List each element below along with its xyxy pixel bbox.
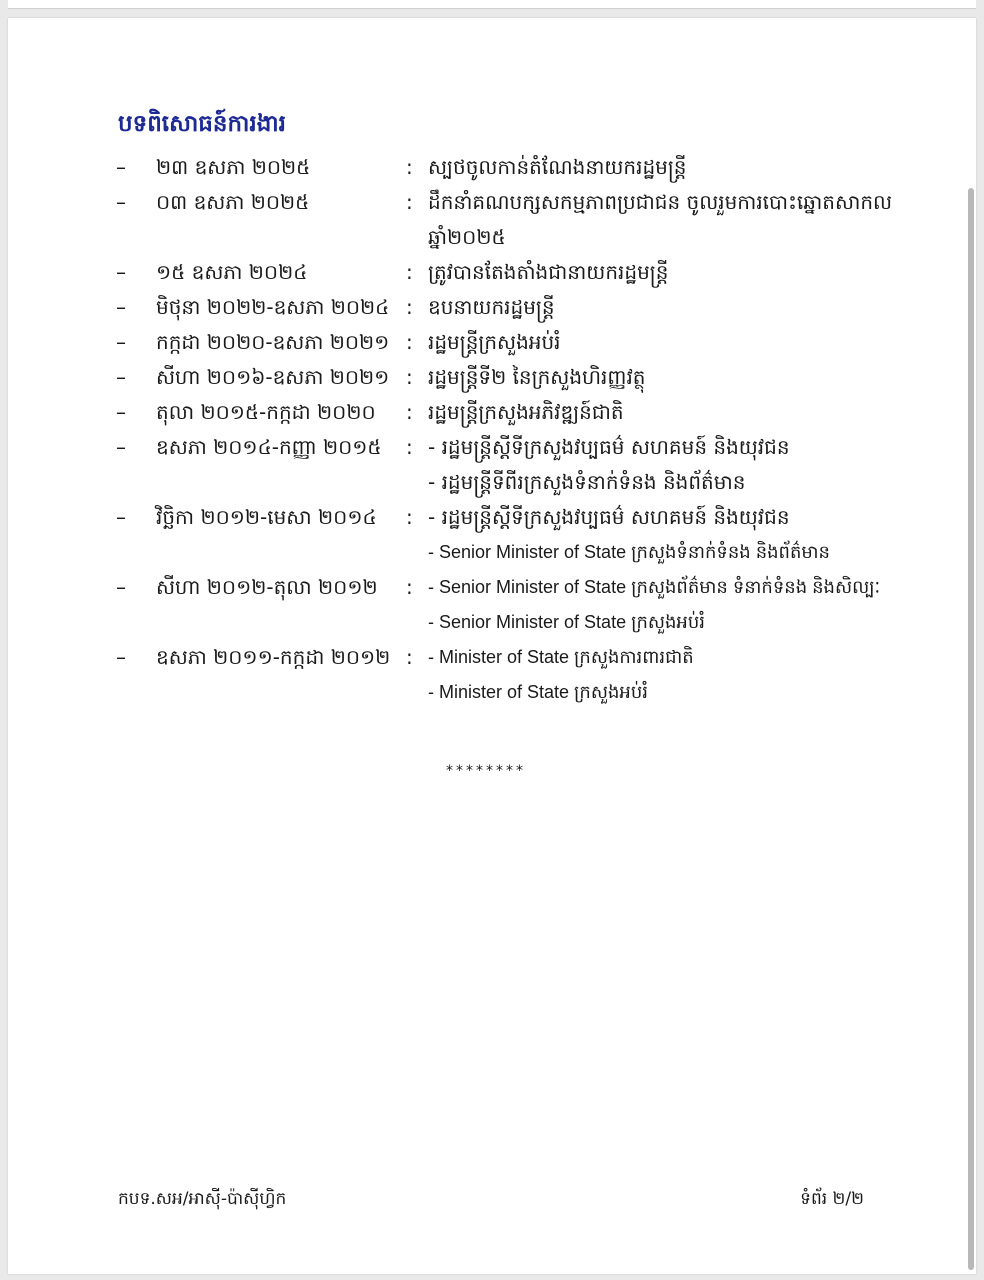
- experience-entry: [116, 185, 916, 255]
- bullet-dash: –: [116, 645, 126, 669]
- entry-date: ១៥ ឧសភា ២០២៤: [156, 260, 308, 284]
- entry-colon: :: [406, 260, 413, 284]
- bullet-dash: –: [116, 330, 126, 354]
- entry-text: - រដ្ឋមន្ត្រីស្តីទីក្រសួងវប្បធម៌ សហគមន៍ និងយុវជន: [428, 505, 790, 529]
- entry-text: - Minister of State ក្រសួងអប់រំ: [428, 682, 648, 702]
- experience-entry: [116, 325, 916, 360]
- entry-date: តុលា ២០១៥-កក្កដា ២០២០: [156, 400, 376, 424]
- separator-stars: ********: [446, 763, 526, 779]
- bullet-dash: –: [116, 365, 126, 389]
- entry-colon: :: [406, 295, 413, 319]
- experience-entry: [116, 570, 916, 640]
- entry-text: - រដ្ឋមន្ត្រីទីពីរក្រសួងទំនាក់ទំនង និងព័ត៌មាន: [428, 470, 746, 494]
- entry-text: - Senior Minister of State ក្រសួងទំនាក់ទំនង និងព័ត៌មាន: [428, 542, 830, 562]
- entry-line: [116, 360, 916, 395]
- entry-line: [116, 395, 916, 430]
- bullet-dash: –: [116, 435, 126, 459]
- entry-line: [116, 290, 916, 325]
- entry-colon: :: [406, 190, 413, 214]
- entry-colon: :: [406, 330, 413, 354]
- entry-date: ២៣ ឧសភា ២០២៥: [156, 155, 311, 179]
- experience-list: [116, 150, 916, 710]
- experience-entry: [116, 500, 916, 570]
- bullet-dash: –: [116, 260, 126, 284]
- experience-entry: [116, 150, 916, 185]
- entry-text: ស្បថចូលកាន់តំណែងនាយករដ្ឋមន្ត្រី: [428, 155, 687, 179]
- entry-text: ឆ្នាំ២០២៥: [428, 225, 506, 249]
- entry-colon: :: [406, 575, 413, 599]
- previous-page-edge: [8, 0, 976, 9]
- entry-colon: :: [406, 435, 413, 459]
- entry-line: [116, 640, 916, 675]
- section-heading: បទពិសោធន៍ការងារ: [118, 110, 286, 137]
- footer-reference: កបទ.សអ/អាស៊ី-ប៉ាស៊ីហ្វិក: [118, 1189, 287, 1209]
- entry-text: ឧបនាយករដ្ឋមន្ត្រី: [428, 295, 555, 319]
- entry-line: [116, 325, 916, 360]
- entry-text: ត្រូវបានតែងតាំងជានាយករដ្ឋមន្ត្រី: [428, 260, 669, 284]
- entry-date: មិថុនា ២០២២-ឧសភា ២០២៤: [156, 295, 390, 319]
- entry-continuation-line: [116, 220, 916, 255]
- entry-date: កក្កដា ២០២០-ឧសភា ២០២១: [156, 330, 390, 354]
- experience-entry: [116, 640, 916, 710]
- entry-text: - Minister of State ក្រសួងការពារជាតិ: [428, 647, 694, 667]
- entry-date: ០៣ ឧសភា ២០២៥: [156, 190, 310, 214]
- bullet-dash: –: [116, 575, 126, 599]
- entry-date: សីហា ២០១២-តុលា ២០១២: [156, 575, 378, 599]
- entry-date: ឧសភា ២០១៤-កញ្ញា ២០១៥: [156, 435, 382, 459]
- entry-date: វិច្ឆិកា ២០១២-មេសា ២០១៤: [156, 505, 377, 529]
- entry-date: សីហា ២០១៦-ឧសភា ២០២១: [156, 365, 390, 389]
- entry-line: [116, 150, 916, 185]
- experience-entry: [116, 360, 916, 395]
- entry-colon: :: [406, 155, 413, 179]
- entry-line: [116, 255, 916, 290]
- bullet-dash: –: [116, 400, 126, 424]
- entry-continuation-line: [116, 465, 916, 500]
- experience-entry: [116, 430, 916, 500]
- entry-line: [116, 500, 916, 535]
- entry-text: រដ្ឋមន្ត្រីក្រសួងអប់រំ: [428, 330, 561, 354]
- bullet-dash: –: [116, 505, 126, 529]
- entry-line: [116, 570, 916, 605]
- entry-colon: :: [406, 645, 413, 669]
- entry-line: [116, 430, 916, 465]
- entry-text: - Senior Minister of State ក្រសួងព័ត៌មាន ទំនាក់ទំនង និងសិល្បៈ: [428, 577, 881, 597]
- entry-text: ដឹកនាំគណបក្សសកម្មភាពប្រជាជន ចូលរួមការបោះឆ្នោតសាកល: [428, 190, 893, 214]
- entry-date: ឧសភា ២០១១-កក្កដា ២០១២: [156, 645, 391, 669]
- entry-text: រដ្ឋមន្ត្រីក្រសួងអភិវឌ្ឍន៍ជាតិ: [428, 400, 624, 424]
- bullet-dash: –: [116, 190, 126, 214]
- entry-colon: :: [406, 365, 413, 389]
- entry-colon: :: [406, 505, 413, 529]
- entry-continuation-line: [116, 605, 916, 640]
- entry-text: រដ្ឋមន្ត្រីទី២ នៃក្រសួងហិរញ្ញវត្ថុ: [428, 365, 646, 389]
- document-page: [8, 18, 976, 1274]
- page-number: ទំព័រ ២/២: [800, 1189, 864, 1209]
- experience-entry: [116, 255, 916, 290]
- bullet-dash: –: [116, 295, 126, 319]
- scrollbar[interactable]: [968, 188, 974, 1270]
- experience-entry: [116, 290, 916, 325]
- entry-colon: :: [406, 400, 413, 424]
- entry-text: - រដ្ឋមន្ត្រីស្តីទីក្រសួងវប្បធម៌ សហគមន៍ និងយុវជន: [428, 435, 790, 459]
- entry-text: - Senior Minister of State ក្រសួងអប់រំ: [428, 612, 705, 632]
- experience-entry: [116, 395, 916, 430]
- entry-line: [116, 185, 916, 220]
- entry-continuation-line: [116, 675, 916, 710]
- entry-continuation-line: [116, 535, 916, 570]
- bullet-dash: –: [116, 155, 126, 179]
